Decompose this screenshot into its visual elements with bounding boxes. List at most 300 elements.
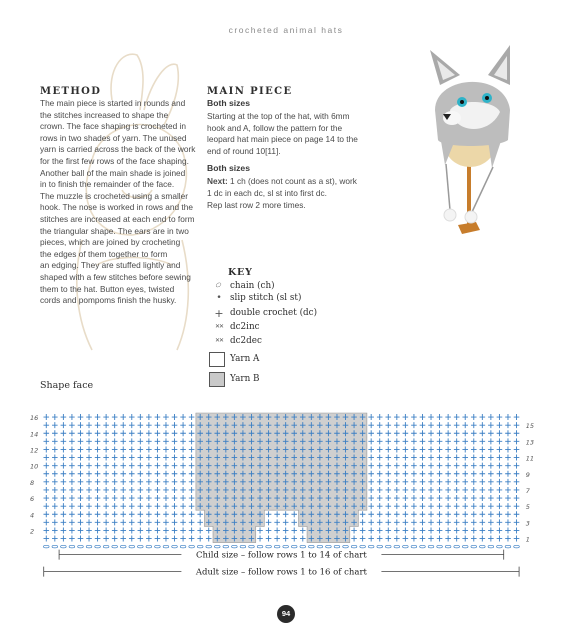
dc-stitch-symbol <box>462 536 468 542</box>
dc-stitch-symbol <box>488 487 494 493</box>
dc-stitch-symbol <box>52 527 58 533</box>
dc-stitch-symbol <box>120 438 126 444</box>
dc-stitch-symbol <box>120 487 126 493</box>
dc-stitch-symbol <box>488 536 494 542</box>
dc-stitch-symbol <box>172 479 178 485</box>
chain-stitch-symbol <box>146 545 152 548</box>
dc-stitch-symbol <box>497 487 503 493</box>
dc-stitch-symbol <box>103 519 109 525</box>
dc-stitch-symbol <box>377 495 383 501</box>
dc-stitch-symbol <box>497 519 503 525</box>
dc-stitch-symbol <box>146 430 152 436</box>
dc-stitch-symbol <box>155 527 161 533</box>
dc-stitch-symbol <box>420 438 426 444</box>
dc-stitch-symbol <box>437 455 443 461</box>
dc-stitch-symbol <box>394 479 400 485</box>
dc-stitch-symbol <box>394 446 400 452</box>
dc-stitch-symbol <box>480 463 486 469</box>
dc-stitch-symbol <box>445 430 451 436</box>
dc-stitch-symbol <box>411 414 417 420</box>
dc-stitch-symbol <box>454 519 460 525</box>
dc-stitch-symbol <box>189 487 195 493</box>
dc-stitch-symbol <box>437 487 443 493</box>
dc-stitch-symbol <box>61 527 67 533</box>
dc2inc-icon: ✕✕ <box>214 323 224 330</box>
chain-stitch-symbol <box>317 545 323 548</box>
dc-stitch-symbol <box>505 527 511 533</box>
chain-stitch-symbol <box>514 545 520 548</box>
dc-stitch-symbol <box>514 503 520 509</box>
key-label-slip-stitch: slip stitch (sl st) <box>230 293 302 303</box>
row-number-right: 15 <box>525 422 535 431</box>
dc-stitch-symbol <box>86 422 92 428</box>
dc-stitch-symbol <box>95 455 101 461</box>
dc-stitch-symbol <box>138 479 144 485</box>
main-piece-text-2 <box>207 176 382 211</box>
chain-stitch-symbol <box>385 545 391 548</box>
dc-stitch-symbol <box>480 519 486 525</box>
dc-stitch-symbol <box>95 438 101 444</box>
chain-stitch-symbol <box>428 545 434 548</box>
dc-stitch-symbol <box>61 519 67 525</box>
dc-stitch-symbol <box>377 511 383 517</box>
dc-stitch-symbol <box>411 519 417 525</box>
dc-stitch-symbol <box>368 455 374 461</box>
dc-stitch-symbol <box>129 479 135 485</box>
chain-stitch-symbol <box>377 545 383 548</box>
dc-stitch-symbol <box>454 446 460 452</box>
dc-stitch-symbol <box>514 479 520 485</box>
chain-stitch-symbol <box>266 545 272 548</box>
dc-stitch-symbol <box>471 479 477 485</box>
chain-stitch-symbol <box>454 545 460 548</box>
dc-stitch-symbol <box>420 487 426 493</box>
dc-stitch-symbol <box>283 527 289 533</box>
dc-stitch-symbol <box>377 527 383 533</box>
dc-stitch-symbol <box>69 438 75 444</box>
dc-stitch-symbol <box>52 430 58 436</box>
dc-stitch-symbol <box>52 446 58 452</box>
chain-stitch-symbol <box>420 545 426 548</box>
dc-stitch-symbol <box>86 519 92 525</box>
dc-stitch-symbol <box>488 430 494 436</box>
dc-stitch-symbol <box>43 479 49 485</box>
row-number-left: 14 <box>30 430 39 439</box>
dc-stitch-symbol <box>437 471 443 477</box>
dc-stitch-symbol <box>411 430 417 436</box>
dc-stitch-symbol <box>471 536 477 542</box>
dc-stitch-symbol <box>155 487 161 493</box>
method-line: The main piece is started in rounds and <box>40 98 186 108</box>
dc-stitch-symbol <box>69 503 75 509</box>
key-label-chain: chain (ch) <box>230 281 275 291</box>
dc-stitch-symbol <box>52 519 58 525</box>
dc-stitch-symbol <box>291 527 297 533</box>
dc-stitch-symbol <box>78 471 84 477</box>
dc-stitch-symbol <box>368 536 374 542</box>
dc-stitch-symbol <box>480 455 486 461</box>
dc-stitch-symbol <box>155 438 161 444</box>
dc-stitch-symbol <box>471 503 477 509</box>
dc-stitch-symbol <box>120 414 126 420</box>
dc-stitch-symbol <box>385 471 391 477</box>
dc-stitch-symbol <box>172 446 178 452</box>
dc-stitch-symbol <box>52 455 58 461</box>
dc-stitch-symbol <box>95 422 101 428</box>
dc-stitch-symbol <box>146 519 152 525</box>
dc-stitch-symbol <box>163 471 169 477</box>
dc-stitch-symbol <box>155 422 161 428</box>
dc-stitch-symbol <box>129 487 135 493</box>
dc-stitch-symbol <box>138 438 144 444</box>
dc-stitch-symbol <box>420 414 426 420</box>
dc-stitch-symbol <box>61 487 67 493</box>
chain-stitch-symbol <box>197 545 203 548</box>
dc-stitch-symbol <box>61 422 67 428</box>
dc-stitch-symbol <box>146 487 152 493</box>
method-line: crown. The face shaping is crocheted in <box>40 121 187 132</box>
row-number-left: 12 <box>30 446 39 455</box>
dc-stitch-symbol <box>163 511 169 517</box>
dc-stitch-symbol <box>488 455 494 461</box>
dc-stitch-symbol <box>428 438 434 444</box>
dc-stitch-symbol <box>428 536 434 542</box>
dc-stitch-symbol <box>471 519 477 525</box>
dc-stitch-symbol <box>78 527 84 533</box>
dc-stitch-symbol <box>385 455 391 461</box>
dc-stitch-symbol <box>189 519 195 525</box>
dc-stitch-symbol <box>61 463 67 469</box>
dc-stitch-symbol <box>488 519 494 525</box>
chain-stitch-symbol <box>309 545 315 548</box>
dc-stitch-symbol <box>172 471 178 477</box>
chain-stitch-symbol <box>155 545 161 548</box>
dc-stitch-symbol <box>52 471 58 477</box>
dc-stitch-symbol <box>480 503 486 509</box>
method-line: in to finish the remainder of the face. <box>40 179 175 190</box>
eye-right-pupil <box>485 96 489 100</box>
dc-stitch-symbol <box>95 414 101 420</box>
chain-stitch-symbol <box>360 545 366 548</box>
dc-stitch-symbol <box>488 422 494 428</box>
method-line: the triangular shape. The ears are in two <box>40 225 189 236</box>
dc-stitch-symbol <box>69 455 75 461</box>
chain-stitch-symbol <box>112 545 118 548</box>
dc-stitch-symbol <box>497 455 503 461</box>
dc-stitch-symbol <box>95 519 101 525</box>
dc-stitch-symbol <box>112 487 118 493</box>
chain-stitch-symbol <box>189 545 195 548</box>
dc-stitch-symbol <box>180 455 186 461</box>
dc-stitch-symbol <box>120 463 126 469</box>
dc-stitch-symbol <box>103 495 109 501</box>
dc-stitch-symbol <box>514 471 520 477</box>
dc-stitch-symbol <box>411 438 417 444</box>
dc-stitch-symbol <box>138 536 144 542</box>
dc-stitch-symbol <box>403 455 409 461</box>
dc-stitch-symbol <box>146 422 152 428</box>
dc-stitch-symbol <box>163 536 169 542</box>
dc-stitch-symbol <box>138 495 144 501</box>
dc-stitch-symbol <box>420 471 426 477</box>
dc-stitch-symbol <box>394 463 400 469</box>
dc-stitch-symbol <box>462 487 468 493</box>
dc-stitch-symbol <box>138 455 144 461</box>
chain-stitch-symbol <box>257 545 263 548</box>
method-line: the edges of them together to form <box>40 248 168 259</box>
dc-stitch-symbol <box>437 446 443 452</box>
dc-stitch-symbol <box>445 446 451 452</box>
dc-stitch-symbol <box>69 527 75 533</box>
dc-stitch-symbol <box>78 503 84 509</box>
dc-stitch-symbol <box>155 414 161 420</box>
dc-stitch-symbol <box>78 422 84 428</box>
dc-stitch-symbol <box>420 519 426 525</box>
dc-stitch-symbol <box>206 536 212 542</box>
dc-stitch-symbol <box>180 503 186 509</box>
dc-stitch-symbol <box>428 446 434 452</box>
row-number-right: 1 <box>525 535 530 544</box>
dc-stitch-symbol <box>385 422 391 428</box>
dc-stitch-symbol <box>437 511 443 517</box>
dc-stitch-symbol <box>385 536 391 542</box>
dc-stitch-symbol <box>428 455 434 461</box>
dc-stitch-symbol <box>377 455 383 461</box>
dc-stitch-symbol <box>69 430 75 436</box>
dc-stitch-symbol <box>95 430 101 436</box>
chain-stitch-symbol <box>249 545 255 548</box>
dc-stitch-symbol <box>163 519 169 525</box>
row-number-right: 11 <box>525 454 535 463</box>
dc-stitch-symbol <box>445 438 451 444</box>
dc-stitch-symbol <box>52 487 58 493</box>
dc-stitch-symbol <box>394 495 400 501</box>
dc-stitch-symbol <box>61 430 67 436</box>
dc-stitch-symbol <box>112 527 118 533</box>
dc-stitch-symbol <box>437 430 443 436</box>
dc-stitch-symbol <box>385 527 391 533</box>
dc-stitch-symbol <box>78 479 84 485</box>
dc-stitch-symbol <box>69 479 75 485</box>
dc-stitch-symbol <box>368 463 374 469</box>
dc-stitch-symbol <box>514 430 520 436</box>
dc-stitch-symbol <box>61 446 67 452</box>
chain-stitch-symbol <box>505 545 511 548</box>
pompom-left <box>444 209 456 221</box>
dc-stitch-symbol <box>52 438 58 444</box>
dc-stitch-symbol <box>445 536 451 542</box>
dc-stitch-symbol <box>138 430 144 436</box>
dc-stitch-symbol <box>505 422 511 428</box>
dc-stitch-symbol <box>505 519 511 525</box>
dc-stitch-symbol <box>95 463 101 469</box>
yarn-a-swatch <box>209 352 225 367</box>
dc-stitch-symbol <box>394 455 400 461</box>
dc-stitch-symbol <box>61 503 67 509</box>
dc-stitch-symbol <box>385 495 391 501</box>
dc-stitch-symbol <box>480 414 486 420</box>
method-line: hook. The nose is worked in rows and the <box>40 202 193 213</box>
dc-stitch-symbol <box>488 463 494 469</box>
chart-title: Shape face <box>40 380 94 391</box>
dc-stitch-symbol <box>462 446 468 452</box>
dc-stitch-symbol <box>120 430 126 436</box>
dc-stitch-symbol <box>471 511 477 517</box>
dc-stitch-symbol <box>462 430 468 436</box>
dc-stitch-symbol <box>377 487 383 493</box>
dc-stitch-symbol <box>43 503 49 509</box>
dc-stitch-symbol <box>61 455 67 461</box>
dc-stitch-symbol <box>368 430 374 436</box>
dc-stitch-symbol <box>189 430 195 436</box>
dc-stitch-symbol <box>403 438 409 444</box>
row-number-left: 4 <box>30 511 35 520</box>
dc-stitch-symbol <box>454 471 460 477</box>
dc-stitch-symbol <box>163 495 169 501</box>
dc-stitch-symbol <box>155 519 161 525</box>
dc-stitch-symbol <box>189 471 195 477</box>
dc-stitch-symbol <box>488 471 494 477</box>
dc-stitch-symbol <box>86 536 92 542</box>
page-number: 94 <box>277 605 295 623</box>
dc-stitch-symbol <box>95 503 101 509</box>
dc-stitch-symbol <box>514 511 520 517</box>
dc-stitch-symbol <box>180 438 186 444</box>
chain-stitch-symbol <box>223 545 229 548</box>
dc-stitch-symbol <box>274 527 280 533</box>
dc-stitch-symbol <box>112 455 118 461</box>
dc-stitch-symbol <box>411 511 417 517</box>
dc-stitch-symbol <box>445 503 451 509</box>
dc-stitch-symbol <box>497 536 503 542</box>
dc-stitch-symbol <box>368 479 374 485</box>
chain-stitch-symbol <box>103 545 109 548</box>
dc-stitch-symbol <box>471 438 477 444</box>
dc-stitch-symbol <box>394 422 400 428</box>
dc-stitch-symbol <box>120 471 126 477</box>
dc-stitch-symbol <box>411 463 417 469</box>
dc-stitch-symbol <box>437 479 443 485</box>
dc-stitch-symbol <box>86 511 92 517</box>
eye-left-pupil <box>460 100 464 104</box>
dc-stitch-symbol <box>155 503 161 509</box>
dc-stitch-symbol <box>43 422 49 428</box>
dc-stitch-symbol <box>497 430 503 436</box>
dc-stitch-symbol <box>69 422 75 428</box>
method-line: cords and pompoms finish the husky. <box>40 295 177 306</box>
dc-stitch-symbol <box>78 511 84 517</box>
dc-stitch-symbol <box>86 479 92 485</box>
dc-stitch-symbol <box>445 463 451 469</box>
dc-stitch-symbol <box>480 511 486 517</box>
dc-stitch-symbol <box>420 455 426 461</box>
dc-stitch-symbol <box>78 455 84 461</box>
earflap-right <box>488 138 502 168</box>
dc-stitch-symbol <box>420 430 426 436</box>
dc-stitch-symbol <box>403 471 409 477</box>
dc-stitch-symbol <box>52 463 58 469</box>
dc-stitch-symbol <box>180 414 186 420</box>
dc-stitch-symbol <box>437 527 443 533</box>
key-label-dc2inc: dc2inc <box>230 322 260 332</box>
dc-stitch-symbol <box>180 487 186 493</box>
dc-stitch-symbol <box>129 495 135 501</box>
dc-stitch-symbol <box>69 471 75 477</box>
dc-stitch-symbol <box>274 519 280 525</box>
dc-stitch-symbol <box>403 511 409 517</box>
dc-stitch-symbol <box>360 527 366 533</box>
dc-stitch-symbol <box>462 511 468 517</box>
dc-stitch-symbol <box>43 446 49 452</box>
dc-stitch-symbol <box>505 536 511 542</box>
dc-stitch-symbol <box>497 414 503 420</box>
key-title: KEY <box>228 267 253 278</box>
dc-stitch-symbol <box>61 511 67 517</box>
dc-stitch-symbol <box>394 527 400 533</box>
dc-stitch-symbol <box>180 446 186 452</box>
dc-stitch-symbol <box>394 519 400 525</box>
chain-stitch-symbol <box>326 545 332 548</box>
dc-stitch-symbol <box>129 527 135 533</box>
dc-stitch-symbol <box>377 471 383 477</box>
row-number-right: 5 <box>525 503 530 512</box>
chain-stitch-symbol <box>95 545 101 548</box>
chain-stitch-symbol <box>86 545 92 548</box>
dc-stitch-symbol <box>206 527 212 533</box>
main-piece-line: 1 dc in each dc, sl st into first dc. <box>207 187 327 198</box>
dc-stitch-symbol <box>180 536 186 542</box>
dc-stitch-symbol <box>197 536 203 542</box>
dc-stitch-symbol <box>52 495 58 501</box>
dc-stitch-symbol <box>274 536 280 542</box>
dc-stitch-symbol <box>103 536 109 542</box>
dc-stitch-symbol <box>95 536 101 542</box>
dc-stitch-symbol <box>471 463 477 469</box>
chain-symbol-icon: ⬭ <box>213 280 224 291</box>
dc-stitch-symbol <box>163 438 169 444</box>
dc-stitch-symbol <box>138 527 144 533</box>
dc-stitch-symbol <box>69 463 75 469</box>
dc-stitch-symbol <box>257 536 263 542</box>
dc-stitch-symbol <box>445 422 451 428</box>
chain-stitch-symbol <box>334 545 340 548</box>
dc-stitch-symbol <box>189 527 195 533</box>
dc-stitch-symbol <box>403 495 409 501</box>
dc-stitch-symbol <box>497 479 503 485</box>
main-piece-subheading-2: Both sizes <box>207 163 250 174</box>
dc-stitch-symbol <box>411 503 417 509</box>
dc-stitch-symbol <box>385 414 391 420</box>
dc-stitch-symbol <box>437 495 443 501</box>
dc-stitch-symbol <box>377 422 383 428</box>
dc-stitch-symbol <box>146 536 152 542</box>
dc-stitch-symbol <box>505 455 511 461</box>
dc-stitch-symbol <box>155 495 161 501</box>
dc-stitch-symbol <box>505 438 511 444</box>
dc-stitch-symbol <box>146 463 152 469</box>
dc-stitch-symbol <box>172 438 178 444</box>
dc-stitch-symbol <box>428 519 434 525</box>
dc-stitch-symbol <box>445 519 451 525</box>
method-line: yarn is carried across the back of the work <box>40 144 196 155</box>
dc-stitch-symbol <box>189 536 195 542</box>
dc-stitch-symbol <box>189 511 195 517</box>
dc-stitch-symbol <box>78 519 84 525</box>
dc-stitch-symbol <box>420 479 426 485</box>
dc-stitch-symbol <box>86 414 92 420</box>
dc-stitch-symbol <box>394 536 400 542</box>
dc-stitch-symbol <box>488 446 494 452</box>
